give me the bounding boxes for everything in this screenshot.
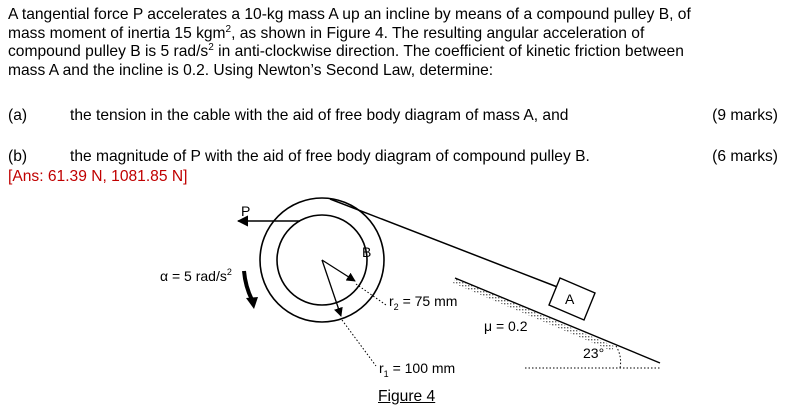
radius-r2-arrow — [322, 260, 355, 281]
part-a-marks: (9 marks) — [712, 107, 778, 124]
problem-line-4: mass A and the incline is 0.2. Using Newton’s Second Law, determine: — [8, 61, 494, 79]
part-b-marks: (6 marks) — [712, 148, 778, 165]
pulley-b-label: B — [362, 244, 372, 260]
r1-label: $r_1 = 100$ mm — [379, 360, 456, 379]
part-b-label: (b) — [8, 148, 28, 165]
problem-line-1: A tangential force P accelerates a 10-kg mass A up an incline by means of a compound pulley B, of — [8, 6, 691, 23]
problem-line-3: compound pulley B is 5 rad/$s^2$ in anti-clockwise direction. The coefficient of kinetic friction between — [8, 42, 684, 60]
problem-line-2: mass moment of inertia 15 kgm$^2$, as shown in Figure 4. The resulting angular acceleration of — [8, 23, 645, 42]
alpha-label: α = 5 rad/$s^2$ — [160, 267, 232, 284]
incline-hatching — [453, 278, 614, 351]
force-p-label: P — [241, 203, 251, 219]
part-a-text: the tension in the cable with the aid of free body diagram of mass A, and — [70, 107, 569, 124]
mu-label: μ = 0.2 — [484, 318, 528, 334]
r1-leader-line — [342, 320, 376, 366]
r2-leader-line — [356, 284, 386, 305]
radius-r1-arrow — [322, 260, 341, 316]
part-b-text: the magnitude of P with the aid of free body diagram of compound pulley B. — [70, 148, 590, 165]
alpha-arrowhead-icon — [246, 297, 258, 309]
answer-text: [Ans: 61.39 N, 1081.85 N] — [8, 168, 188, 185]
angle-label: 23° — [583, 345, 605, 361]
alpha-arc-icon — [244, 271, 252, 300]
angle-arc — [616, 346, 621, 368]
part-a-label: (a) — [8, 107, 28, 124]
r2-label: $r_2 = 75$ mm — [389, 293, 458, 312]
block-a-label: A — [565, 291, 575, 307]
figure-caption: Figure 4 — [378, 388, 436, 405]
